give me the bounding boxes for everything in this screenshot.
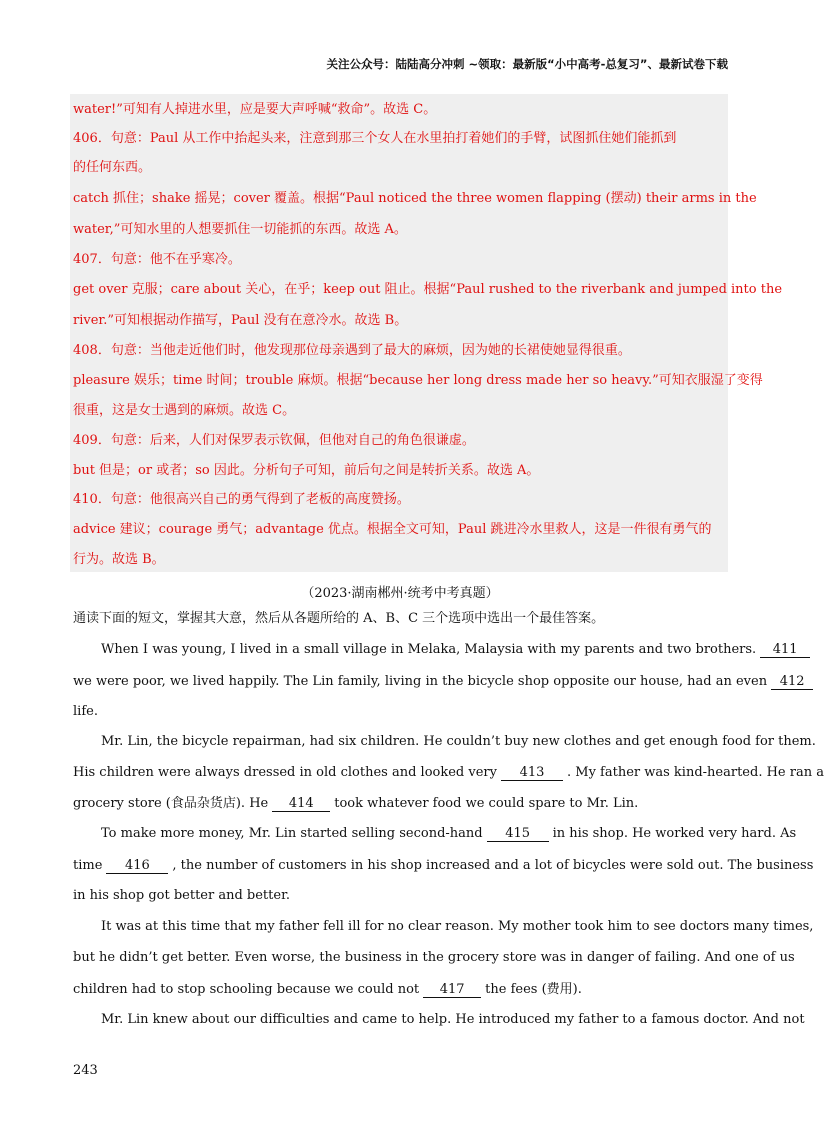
passage-line: grocery store (食品杂货店). He 414 took whatever food we could spare to Mr. Lin. <box>73 796 639 811</box>
blank-413: 413 <box>501 766 563 781</box>
passage-line: To make more money, Mr. Lin started selling second-hand 415 in his shop. He worked very hard. As <box>101 826 797 841</box>
answer-line: catch 抓住；shake 摇晃；cover 覆盖。根据“Paul noticed the three women flapping (摆动) their arms in the <box>73 191 757 206</box>
passage-line: When I was young, I lived in a small village in Melaka, Malaysia with my parents and two brothers. 411 <box>101 642 814 658</box>
answer-line: water!”可知有人掉进水里，应是要大声呼喊“救命”。故选 C。 <box>73 102 437 117</box>
answer-line: 408．句意：当他走近他们时，他发现那位母亲遇到了最大的麻烦，因为她的长裙使她显得很重。 <box>73 343 631 358</box>
passage-line: we were poor, we lived happily. The Lin family, living in the bicycle shop opposite our house, had an even 412 <box>73 674 817 690</box>
answer-line: 409．句意：后来，人们对保罗表示钦佩，但他对自己的角色很谦虚。 <box>73 433 475 448</box>
answer-line: get over 克服；care about 关心，在乎；keep out 阻止。根据“Paul rushed to the riverbank and jumped into the <box>73 282 783 297</box>
passage-line: in his shop got better and better. <box>73 888 290 903</box>
instructions: 通读下面的短文，掌握其大意，然后从各题所给的 A、B、C 三个选项中选出一个最佳答案。 <box>73 611 605 626</box>
answer-line: pleasure 娱乐；time 时间；trouble 麻烦。根据“because her long dress made her so heavy.”可知衣服湿了变得 <box>73 373 763 388</box>
answer-line: but 但是；or 或者；so 因此。分析句子可知，前后句之间是转折关系。故选 A。 <box>73 463 540 478</box>
blank-417: 417 <box>423 983 481 998</box>
answer-line: advice 建议；courage 勇气；advantage 优点。根据全文可知，Paul 跳进冷水里救人，这是一件很有勇气的 <box>73 522 712 537</box>
answer-line: 行为。故选 B。 <box>73 552 165 567</box>
passage-line: It was at this time that my father fell ill for no clear reason. My mother took him to see doctors many times, <box>101 919 814 934</box>
question-source: （2023·湖南郴州·统考中考真题） <box>301 586 499 601</box>
blank-411: 411 <box>760 643 810 658</box>
passage-line: life. <box>73 704 98 719</box>
answer-line: river.”可知根据动作描写，Paul 没有在意冷水。故选 B。 <box>73 313 408 328</box>
answer-line: 406．句意：Paul 从工作中抬起头来，注意到那三个女人在水里拍打着她们的手臂，试图抓住她们能抓到 <box>73 131 677 146</box>
answer-line: 很重，这是女士遇到的麻烦。故选 C。 <box>73 403 296 418</box>
passage-line: time 416 , the number of customers in his shop increased and a lot of bicycles were sold out. The business <box>73 858 814 873</box>
passage-line: Mr. Lin, the bicycle repairman, had six children. He couldn’t buy new clothes and get enough food for them. <box>101 734 816 749</box>
blank-415: 415 <box>487 827 549 842</box>
answer-line: 410．句意：他很高兴自己的勇气得到了老板的高度赞扬。 <box>73 492 410 507</box>
page-number: 243 <box>73 1063 98 1078</box>
answer-line: 407．句意：他不在乎寒冷。 <box>73 252 241 267</box>
blank-414: 414 <box>272 797 330 812</box>
blank-412: 412 <box>771 675 813 690</box>
blank-416: 416 <box>106 859 168 874</box>
answer-line: water,”可知水里的人想要抓住一切能抓的东西。故选 A。 <box>73 222 407 237</box>
passage-line: children had to stop schooling because we could not 417 the fees (费用). <box>73 982 582 997</box>
passage-line: His children were always dressed in old clothes and looked very 413 . My father was kind-hearted. He ran a <box>73 765 824 780</box>
passage-line: but he didn’t get better. Even worse, the business in the grocery store was in danger of failing. And one of us <box>73 950 795 965</box>
page-header: 关注公众号：陆陆高分冲刺 ~领取：最新版“小中高考-总复习”、最新试卷下载 <box>326 57 728 71</box>
passage-line: Mr. Lin knew about our difficulties and came to help. He introduced my father to a famous doctor. And not <box>101 1012 805 1027</box>
answer-line: 的任何东西。 <box>73 160 152 175</box>
